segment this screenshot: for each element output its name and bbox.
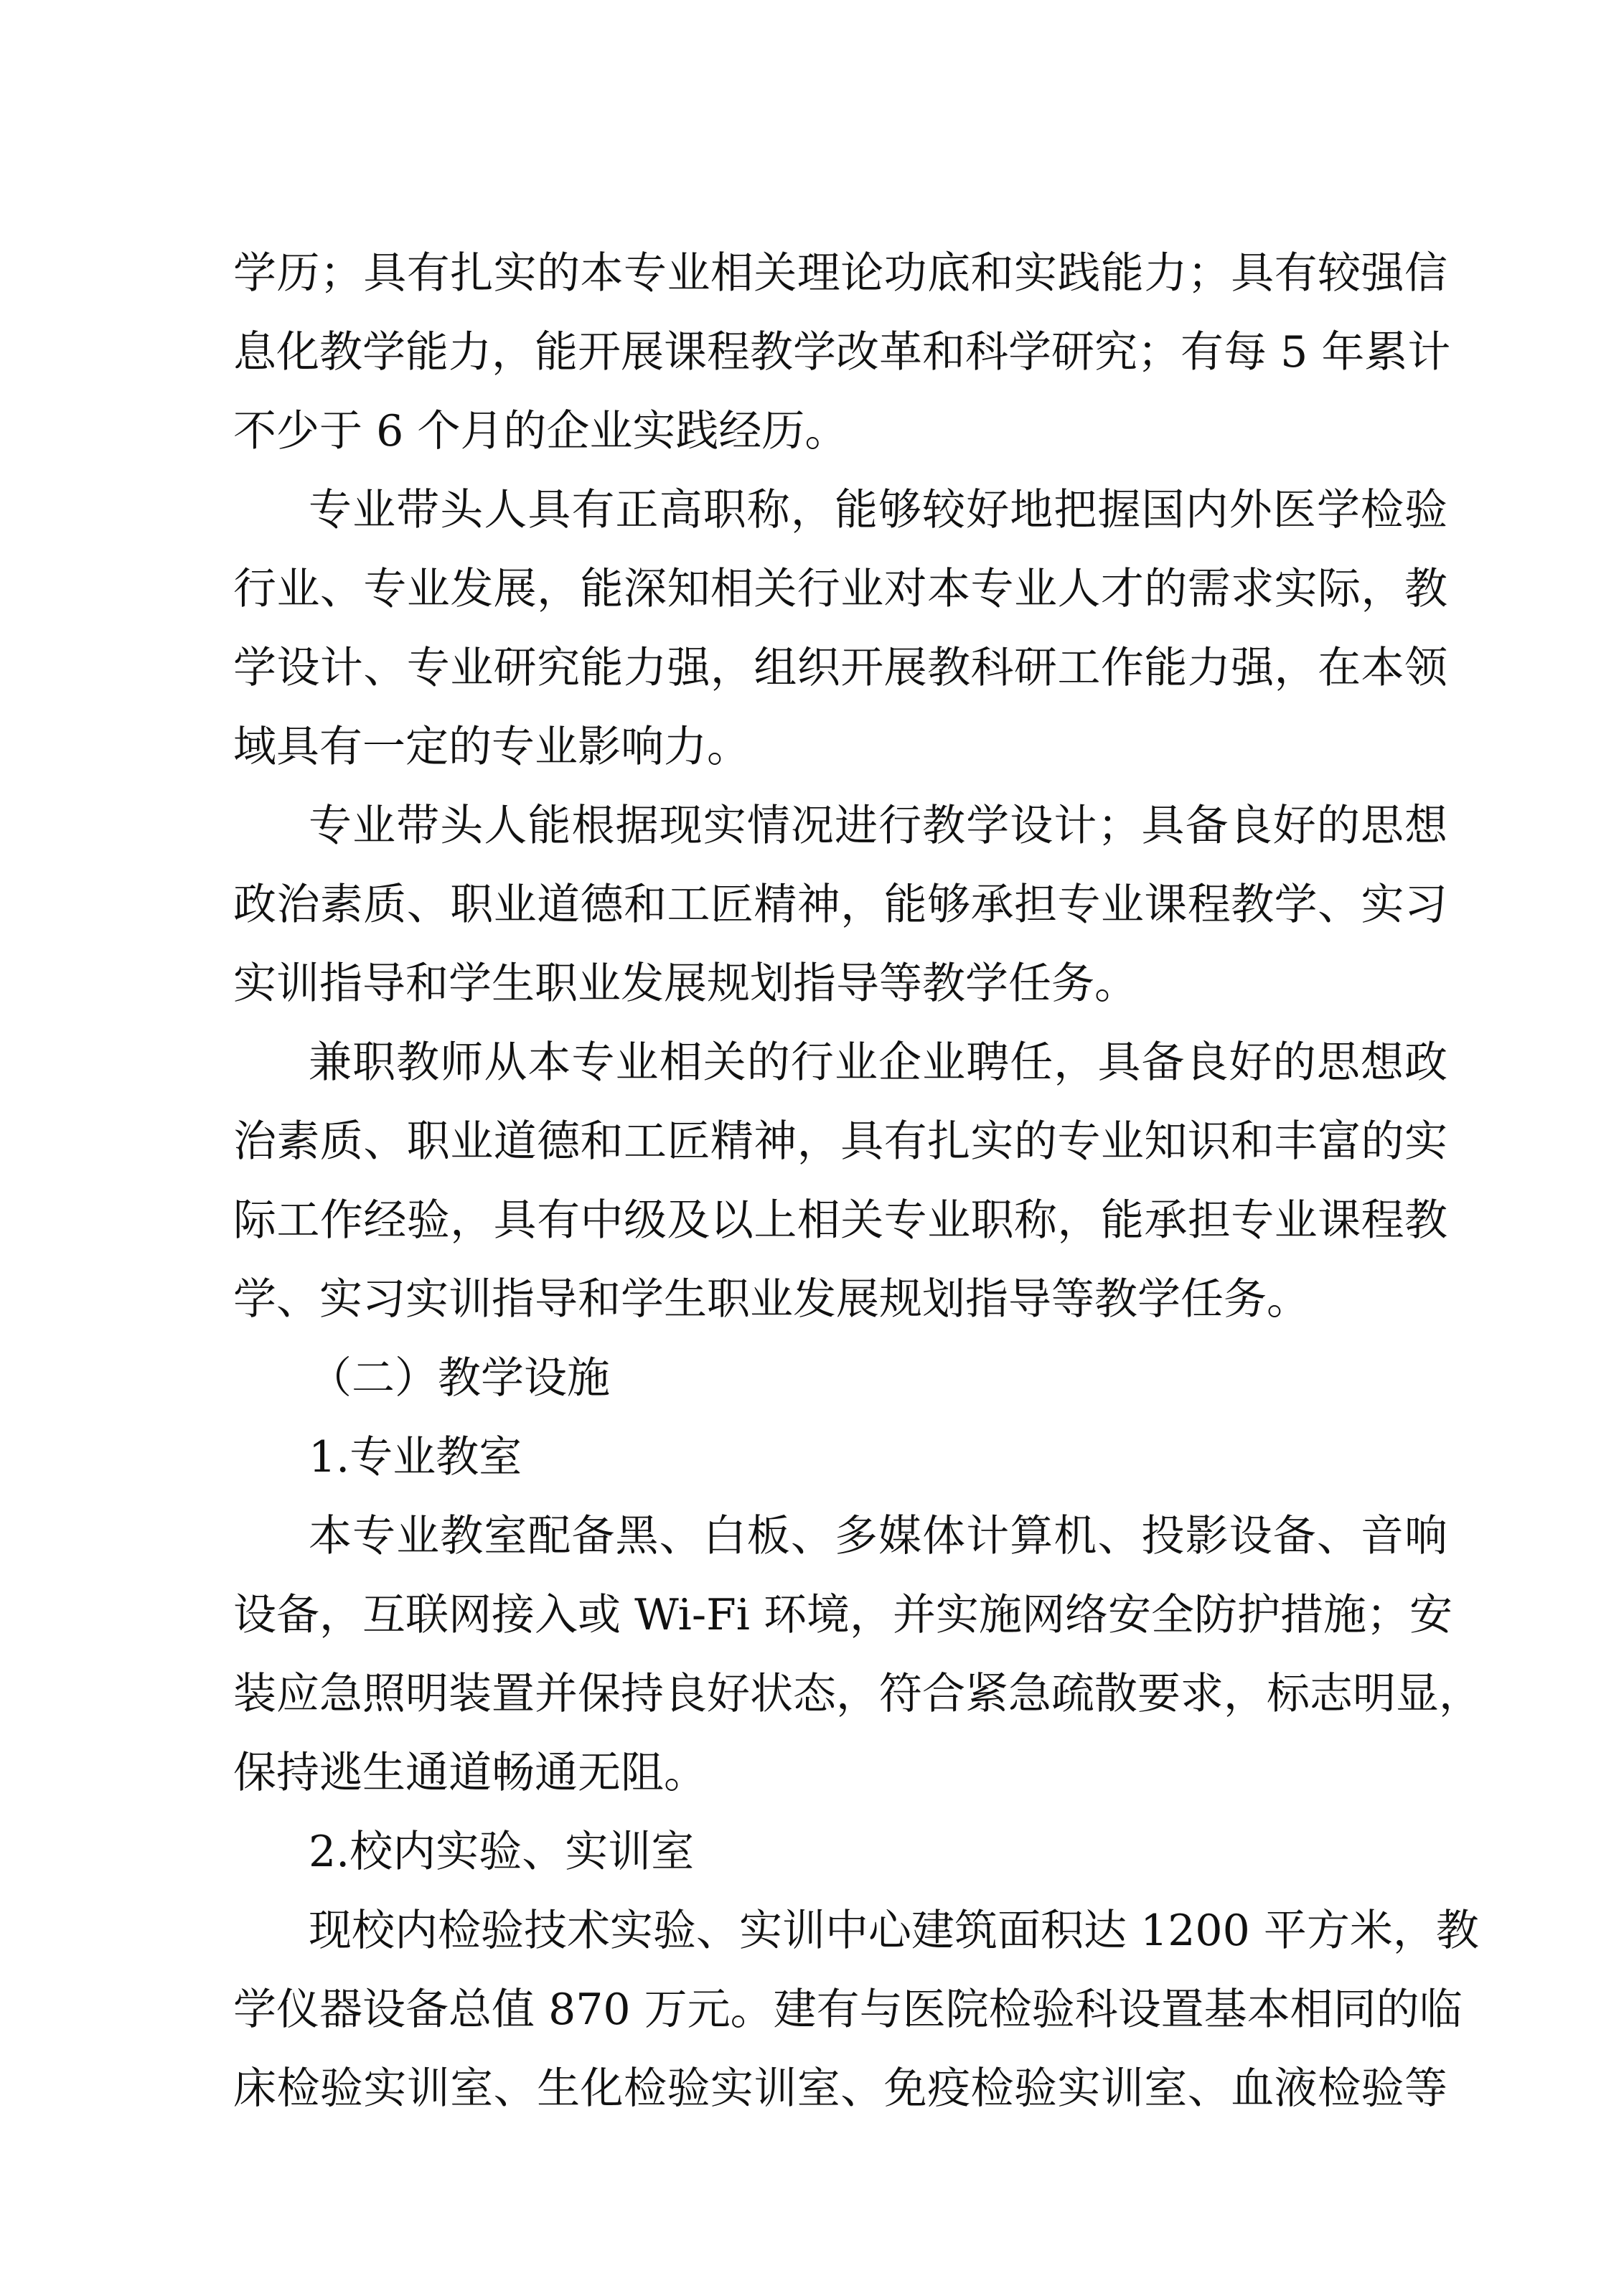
paragraph-first-line: 兼职教师从本专业相关的行业企业聘任，具备良好的思想政 bbox=[309, 1038, 1447, 1088]
text-line: 床检验实训室、生化检验实训室、免疫检验实训室、血液检验等 bbox=[233, 2064, 1447, 2114]
text-line: 实训指导和学生职业发展规划指导等教学任务。 bbox=[233, 959, 1137, 1009]
text-line: 装应急照明装置并保持良好状态，符合紧急疏散要求，标志明显， bbox=[233, 1669, 1482, 1719]
text-line: 际工作经验，具有中级及以上相关专业职称，能承担专业课程教 bbox=[233, 1195, 1447, 1246]
text-line: 学、实习实训指导和学生职业发展规划指导等教学任务。 bbox=[233, 1274, 1310, 1325]
paragraph-first-line: 本专业教室配备黑、白板、多媒体计算机、投影设备、音响 bbox=[309, 1511, 1447, 1561]
text-line: 域具有一定的专业影响力。 bbox=[233, 722, 750, 772]
text-line: 治素质、职业道德和工匠精神，具有扎实的专业知识和丰富的实 bbox=[233, 1116, 1447, 1167]
paragraph-first-line: 专业带头人具有正高职称，能够较好地把握国内外医学检验 bbox=[309, 485, 1447, 535]
section-heading: （二）教学设施 bbox=[309, 1353, 610, 1403]
text-line: 保持逃生通道畅通无阻。 bbox=[233, 1748, 707, 1798]
paragraph-first-line: 专业带头人能根据现实情况进行教学设计；具备良好的思想 bbox=[309, 801, 1447, 851]
text-line: 行业、专业发展，能深知相关行业对本专业人才的需求实际，教 bbox=[233, 564, 1447, 614]
text-line: 学设计、专业研究能力强，组织开展教科研工作能力强，在本领 bbox=[233, 643, 1447, 693]
text-line: 设备，互联网接入或 Wi-Fi 环境，并实施网络安全防护措施；安 bbox=[233, 1590, 1453, 1640]
subsection-heading: 1.专业教室 bbox=[309, 1432, 522, 1482]
text-line: 息化教学能力，能开展课程教学改革和科学研究；有每 5 年累计 bbox=[233, 327, 1451, 377]
text-line: 政治素质、职业道德和工匠精神，能够承担专业课程教学、实习 bbox=[233, 880, 1447, 930]
subsection-heading: 2.校内实验、实训室 bbox=[309, 1827, 695, 1877]
text-line: 学历；具有扎实的本专业相关理论功底和实践能力；具有较强信 bbox=[233, 248, 1447, 298]
paragraph-first-line: 现校内检验技术实验、实训中心建筑面积达 1200 平方米，教 bbox=[309, 1906, 1479, 1956]
text-line: 学仪器设备总值 870 万元。建有与医院检验科设置基本相同的临 bbox=[233, 1985, 1463, 2035]
text-line: 不少于 6 个月的企业实践经历。 bbox=[233, 406, 848, 456]
